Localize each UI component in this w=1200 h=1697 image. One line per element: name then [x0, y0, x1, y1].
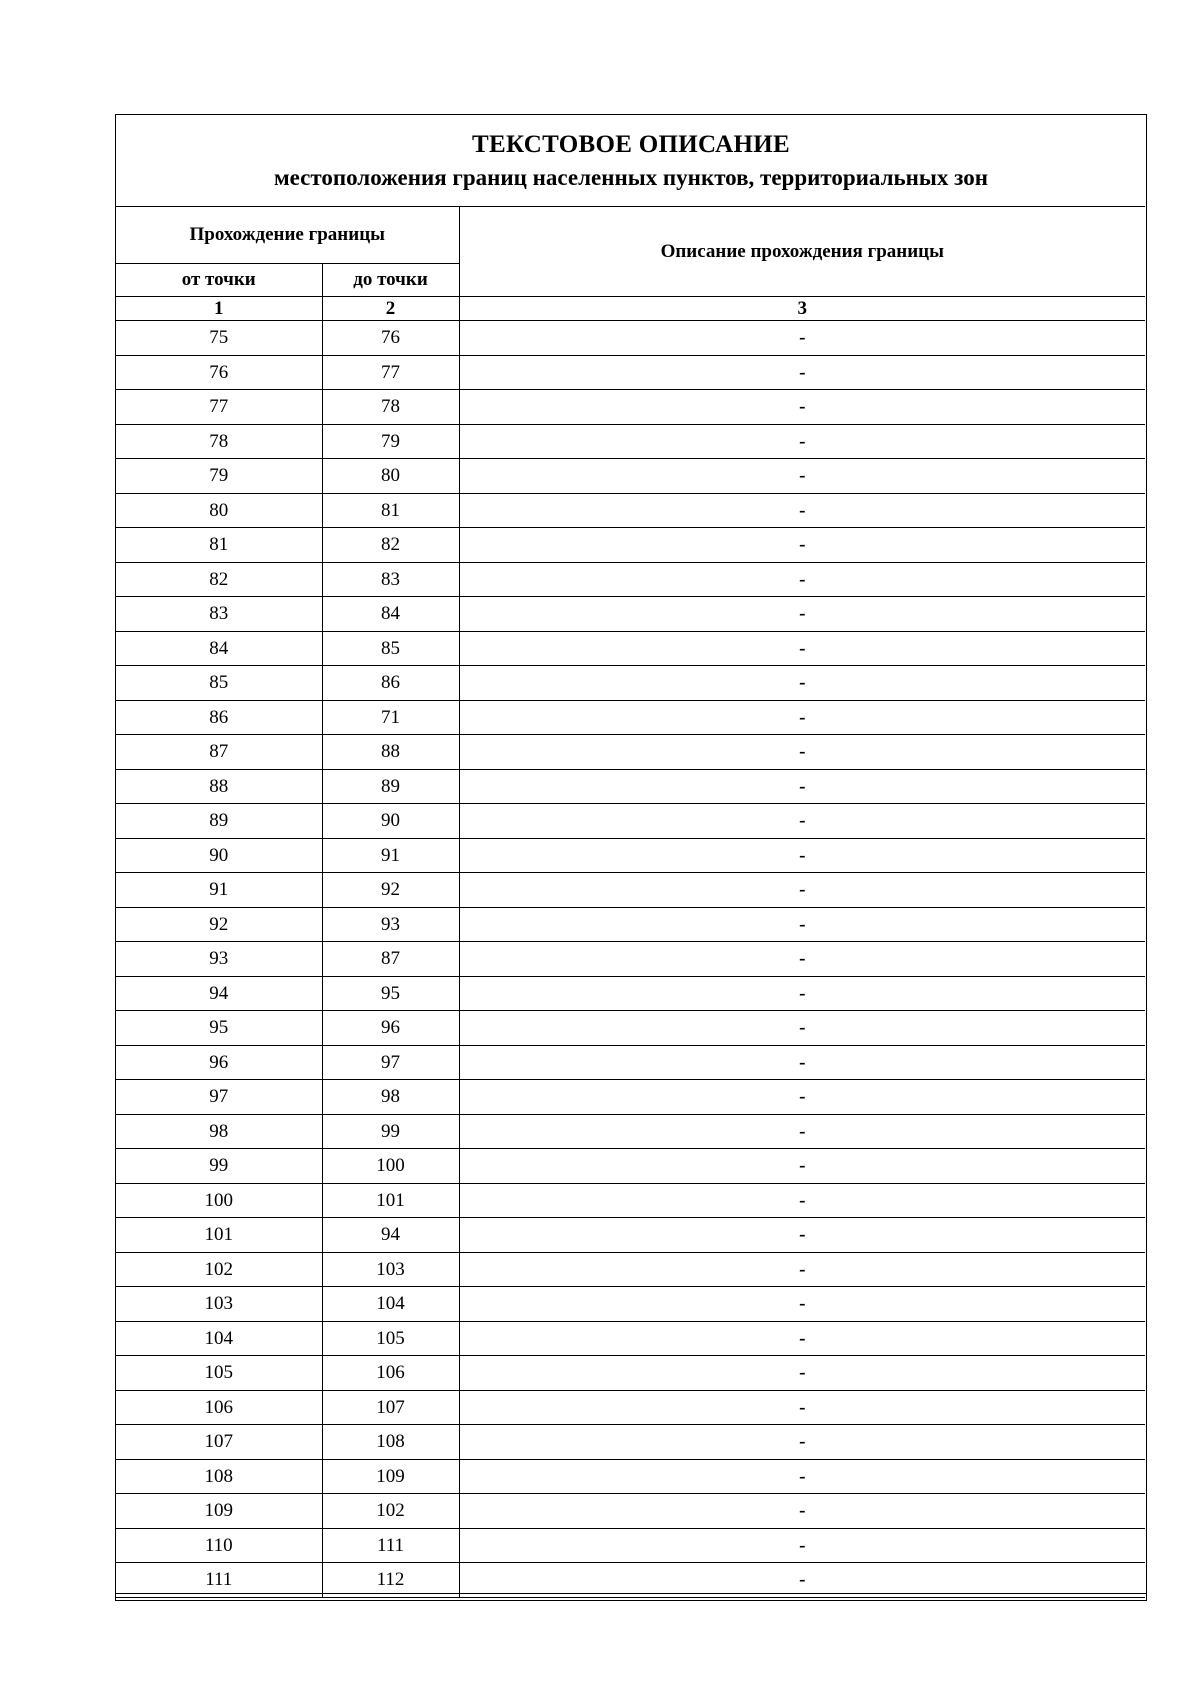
description-cell: -: [459, 597, 1145, 632]
table-row: [116, 1045, 1145, 1080]
description-cell: -: [459, 907, 1145, 942]
to-point-cell: 76: [322, 321, 459, 356]
from-point-cell: 87: [116, 735, 322, 770]
to-point-cell: 86: [322, 666, 459, 701]
table-row: [116, 459, 1145, 494]
from-point-cell: 91: [116, 873, 322, 908]
table-row: [116, 1287, 1145, 1322]
table-row: [116, 355, 1145, 390]
from-point-cell: 92: [116, 907, 322, 942]
description-cell: -: [459, 1459, 1145, 1494]
to-point-cell: 101: [322, 1183, 459, 1218]
from-point-cell: 75: [116, 321, 322, 356]
from-point-cell: 93: [116, 942, 322, 977]
to-point-cell: 99: [322, 1114, 459, 1149]
table-row: [116, 1011, 1145, 1046]
table-row: [116, 769, 1145, 804]
to-point-cell: 82: [322, 528, 459, 563]
description-cell: -: [459, 1011, 1145, 1046]
description-cell: -: [459, 1114, 1145, 1149]
to-point-cell: 78: [322, 390, 459, 425]
table-row: [116, 390, 1145, 425]
title-main: ТЕКСТОВОЕ ОПИСАНИЕ: [472, 131, 790, 158]
to-point-cell: 97: [322, 1045, 459, 1080]
table-row: [116, 1390, 1145, 1425]
table-row: [116, 907, 1145, 942]
from-point-cell: 90: [116, 838, 322, 873]
description-cell: -: [459, 1045, 1145, 1080]
table-row: [116, 873, 1145, 908]
description-cell: -: [459, 528, 1145, 563]
table-row: [116, 838, 1145, 873]
from-point-cell: 109: [116, 1494, 322, 1529]
table-row: [116, 1114, 1145, 1149]
column-number-1: 1: [116, 297, 322, 321]
description-cell: -: [459, 355, 1145, 390]
to-point-cell: 98: [322, 1080, 459, 1115]
from-point-cell: 85: [116, 666, 322, 701]
from-point-cell: 94: [116, 976, 322, 1011]
table-row: [116, 1080, 1145, 1115]
header-from-point: от точки: [116, 264, 322, 297]
to-point-cell: 107: [322, 1390, 459, 1425]
table-row: [116, 631, 1145, 666]
to-point-cell: 112: [322, 1563, 459, 1598]
table-row: [116, 1494, 1145, 1529]
to-point-cell: 96: [322, 1011, 459, 1046]
to-point-cell: 79: [322, 424, 459, 459]
table-row: [116, 1356, 1145, 1391]
table-row: [116, 666, 1145, 701]
from-point-cell: 86: [116, 700, 322, 735]
bottom-border-line: [116, 1593, 1146, 1594]
description-cell: -: [459, 1356, 1145, 1391]
from-point-cell: 101: [116, 1218, 322, 1253]
table-row: [116, 1563, 1145, 1598]
column-number-3: 3: [459, 297, 1145, 321]
to-point-cell: 89: [322, 769, 459, 804]
header-description: Описание прохождения границы: [459, 207, 1145, 297]
from-point-cell: 107: [116, 1425, 322, 1460]
table-row: [116, 597, 1145, 632]
from-point-cell: 95: [116, 1011, 322, 1046]
from-point-cell: 80: [116, 493, 322, 528]
title-subtitle: местоположения границ населенных пунктов, территориальных зон: [274, 165, 988, 190]
table-row: [116, 976, 1145, 1011]
header-to-point: до точки: [322, 264, 459, 297]
description-cell: -: [459, 1321, 1145, 1356]
table-row: [116, 562, 1145, 597]
from-point-cell: 103: [116, 1287, 322, 1322]
from-point-cell: 100: [116, 1183, 322, 1218]
to-point-cell: 80: [322, 459, 459, 494]
to-point-cell: 108: [322, 1425, 459, 1460]
boundary-table: [116, 206, 1145, 1598]
from-point-cell: 97: [116, 1080, 322, 1115]
from-point-cell: 88: [116, 769, 322, 804]
from-point-cell: 104: [116, 1321, 322, 1356]
from-point-cell: 99: [116, 1149, 322, 1184]
table-row: [116, 735, 1145, 770]
from-point-cell: 84: [116, 631, 322, 666]
description-cell: -: [459, 631, 1145, 666]
description-cell: -: [459, 1183, 1145, 1218]
table-row: [116, 1218, 1145, 1253]
table-row: [116, 942, 1145, 977]
table-row: [116, 1149, 1145, 1184]
table-body: [116, 321, 1145, 1598]
from-point-cell: 102: [116, 1252, 322, 1287]
description-cell: -: [459, 1528, 1145, 1563]
to-point-cell: 111: [322, 1528, 459, 1563]
to-point-cell: 104: [322, 1287, 459, 1322]
table-row: [116, 1425, 1145, 1460]
to-point-cell: 109: [322, 1459, 459, 1494]
description-cell: -: [459, 1080, 1145, 1115]
to-point-cell: 87: [322, 942, 459, 977]
table-row: [116, 528, 1145, 563]
from-point-cell: 76: [116, 355, 322, 390]
table-row: [116, 1321, 1145, 1356]
to-point-cell: 90: [322, 804, 459, 839]
description-cell: -: [459, 838, 1145, 873]
to-point-cell: 71: [322, 700, 459, 735]
description-cell: -: [459, 1425, 1145, 1460]
from-point-cell: 82: [116, 562, 322, 597]
description-cell: -: [459, 1218, 1145, 1253]
to-point-cell: 94: [322, 1218, 459, 1253]
description-cell: -: [459, 1287, 1145, 1322]
from-point-cell: 77: [116, 390, 322, 425]
description-cell: -: [459, 459, 1145, 494]
from-point-cell: 106: [116, 1390, 322, 1425]
to-point-cell: 92: [322, 873, 459, 908]
description-cell: -: [459, 424, 1145, 459]
from-point-cell: 98: [116, 1114, 322, 1149]
description-cell: -: [459, 735, 1145, 770]
description-cell: -: [459, 321, 1145, 356]
from-point-cell: 83: [116, 597, 322, 632]
to-point-cell: 100: [322, 1149, 459, 1184]
to-point-cell: 106: [322, 1356, 459, 1391]
to-point-cell: 105: [322, 1321, 459, 1356]
description-cell: -: [459, 1149, 1145, 1184]
description-cell: -: [459, 942, 1145, 977]
table-row: [116, 321, 1145, 356]
from-point-cell: 89: [116, 804, 322, 839]
description-cell: -: [459, 769, 1145, 804]
table-row: [116, 493, 1145, 528]
description-cell: -: [459, 1563, 1145, 1598]
description-cell: -: [459, 493, 1145, 528]
table-row: [116, 424, 1145, 459]
to-point-cell: 95: [322, 976, 459, 1011]
description-cell: -: [459, 562, 1145, 597]
to-point-cell: 102: [322, 1494, 459, 1529]
from-point-cell: 105: [116, 1356, 322, 1391]
table-row: [116, 1183, 1145, 1218]
description-cell: -: [459, 1494, 1145, 1529]
description-cell: -: [459, 666, 1145, 701]
from-point-cell: 81: [116, 528, 322, 563]
to-point-cell: 83: [322, 562, 459, 597]
from-point-cell: 111: [116, 1563, 322, 1598]
description-cell: -: [459, 1390, 1145, 1425]
to-point-cell: 84: [322, 597, 459, 632]
from-point-cell: 78: [116, 424, 322, 459]
from-point-cell: 108: [116, 1459, 322, 1494]
to-point-cell: 77: [322, 355, 459, 390]
description-cell: -: [459, 873, 1145, 908]
column-number-2: 2: [322, 297, 459, 321]
to-point-cell: 88: [322, 735, 459, 770]
description-cell: -: [459, 700, 1145, 735]
description-cell: -: [459, 390, 1145, 425]
to-point-cell: 85: [322, 631, 459, 666]
description-cell: -: [459, 976, 1145, 1011]
to-point-cell: 91: [322, 838, 459, 873]
from-point-cell: 79: [116, 459, 322, 494]
to-point-cell: 103: [322, 1252, 459, 1287]
description-cell: -: [459, 1252, 1145, 1287]
table-row: [116, 804, 1145, 839]
document-title: [116, 115, 1146, 207]
description-cell: -: [459, 804, 1145, 839]
table-row: [116, 1252, 1145, 1287]
from-point-cell: 96: [116, 1045, 322, 1080]
header-boundary-passage: Прохождение границы: [116, 207, 459, 264]
table-row: [116, 1459, 1145, 1494]
table-row: [116, 700, 1145, 735]
from-point-cell: 110: [116, 1528, 322, 1563]
document-sheet: [115, 114, 1147, 1601]
to-point-cell: 81: [322, 493, 459, 528]
to-point-cell: 93: [322, 907, 459, 942]
table-row: [116, 1528, 1145, 1563]
